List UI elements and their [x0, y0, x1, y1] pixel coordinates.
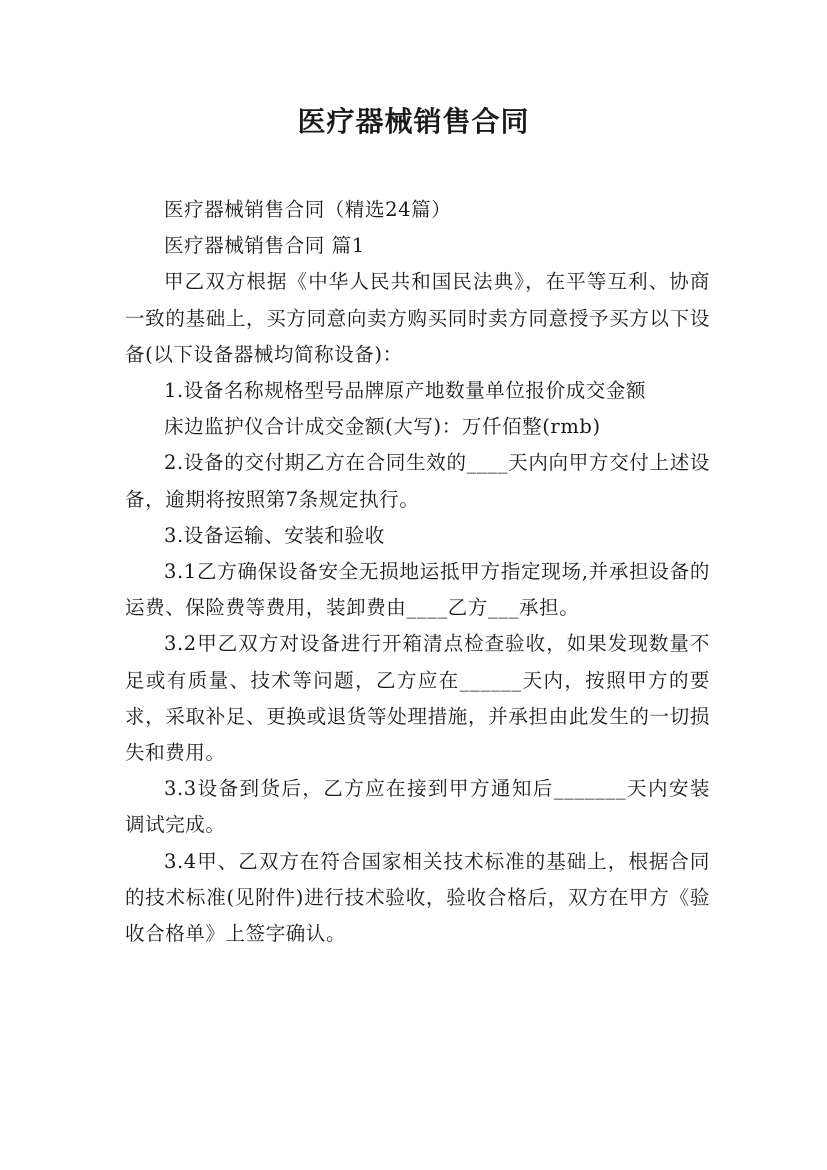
- paragraph-total-amount: 床边监护仪合计成交金额(大写)：万仟佰整(rmb): [164, 415, 601, 439]
- paragraph-clause-3: 3.设备运输、安装和验收: [164, 523, 385, 547]
- document-title: 医疗器械销售合同: [297, 105, 530, 138]
- paragraph-clause-3-1: 3.1乙方确保设备安全无损地运抵甲方指定现场,并承担设备的运费、保险费等费用，装卸费由____乙方___承担。: [125, 560, 710, 620]
- paragraph-subtitle: 医疗器械销售合同（精选24篇）: [164, 198, 452, 221]
- document-body: [125, 192, 710, 952]
- paragraph-clause-3-4: 3.4甲、乙双方在符合国家相关技术标准的基础上，根据合同的技术标准(见附件)进行技术验收，验收合格后，双方在甲方《验收合格单》上签字确认。: [125, 849, 710, 946]
- paragraph-clause-1: 1.设备名称规格型号品牌原产地数量单位报价成交金额: [164, 379, 647, 403]
- paragraph-clause-3-3: 3.3设备到货后，乙方应在接到甲方通知后_______天内安装调试完成。: [125, 777, 710, 837]
- paragraph-clause-2: 2.设备的交付期乙方在合同生效的____天内向甲方交付上述设备，逾期将按照第7条规定执行。: [125, 451, 710, 511]
- paragraph-preamble: 甲乙双方根据《中华人民共和国民法典》，在平等互利、协商一致的基础上，买方同意向卖方购买同时卖方同意授予买方以下设备(以下设备器械均简称设备)：: [125, 270, 710, 366]
- paragraph-clause-3-2: 3.2甲乙双方对设备进行开箱清点检查验收，如果发现数量不足或有质量、技术等问题，乙方应在______天内，按照甲方的要求，采取补足、更换或退货等处理措施，并承担由此发生的一切损失和费用。: [125, 632, 710, 765]
- paragraph-section-heading: 医疗器械销售合同 篇1: [164, 234, 365, 258]
